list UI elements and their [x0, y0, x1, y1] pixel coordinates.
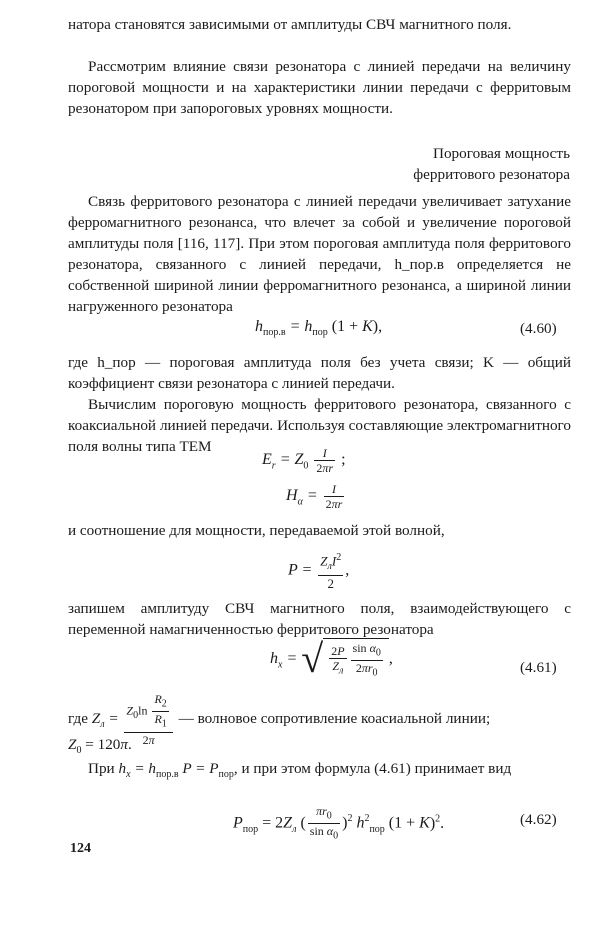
equation-magnetic-field: $H_\alpha$ = $\frac{I}{2\pi r}$ [286, 482, 343, 511]
section-heading-line1: Пороговая мощность [433, 145, 570, 162]
paragraph-substitution: При $h_x = h_{пор.в}$ $P = P_{пор}$, и при этом формула (4.61) принимает вид [88, 760, 512, 781]
equation-4-60: $h_{пор.в} = h_{пор}$ (1 + K), [255, 318, 383, 339]
paragraph-intro: Рассмотрим влияние связи резонатора с линией передачи на величину пороговой мощности и на характеристики линии передачи с ферритовым резонатором при запороговых уровнях мощности. [68, 58, 571, 117]
paragraph-tem: Вычислим пороговую мощность ферритового резонатора, связанного с коаксиальной линией передачи. Используя составляющие электромагнитного поля волны типа ТЕМ [68, 396, 571, 455]
equation-number-4-60: (4.60) [520, 320, 557, 337]
paragraph-where-hpor: где h_пор — пороговая амплитуда поля без учета связи; K — общий коэффициент связи резонатора с линией передачи. [68, 354, 571, 392]
wave-impedance-description: — волновое сопротивление коасиальной линии; [178, 709, 491, 727]
page-number: 124 [70, 841, 91, 856]
equation-electric-field: $E_r = Z_0$ $\frac{I}{2\pi r}$ ; [262, 446, 346, 475]
equation-4-61: $h_x$ = √ $\frac{2P}{Z_л}$ $\frac{\sin \alpha_0}{2\pi r_0}$ , [270, 636, 393, 682]
paragraph-coupling: Связь ферритового резонатора с линией передачи увеличивает затухание ферромагнитного резонанса, что влечет за собой и увеличение пороговой амплитуды поля [116, 117]. При этом пороговая амплитуда поля ферритового резонатора, связанного с линией передачи, h_пор.в определяется не собственной шириной линии ферромагнитного резонанса, а шириной линии нагруженного резонатора [68, 193, 571, 315]
equation-number-4-61: (4.61) [520, 659, 557, 676]
paragraph-power-relation: и соотношение для мощности, передаваемой этой волной, [68, 522, 445, 539]
definition-z0: $Z_0 = 120\pi$. [68, 736, 132, 757]
equation-power: P = $\frac{Z_лI^2}{2}$ , [288, 552, 350, 591]
substitution-description: , и при этом формула (4.61) принимает вид [233, 760, 512, 777]
definition-wave-impedance: где $Z_л$ = $Z_0\ln$ $\frac{R_2}{R_1}$ 2π — волновое сопротивление коасиальной линии; [68, 692, 491, 747]
section-heading-line2: ферритового резонатора [413, 166, 570, 183]
equation-4-62: $P_{пор} = 2Z_л$ ( $\frac{\pi r_0}{\sin \alpha_0}$ )$^2$ $h^2_{пор}$ $(1 + K)^2$. [233, 804, 445, 842]
equation-number-4-62: (4.62) [520, 811, 557, 828]
paragraph-field-amplitude: запишем амплитуду СВЧ магнитного поля, взаимодействующего с переменной намагниченностью ферритового резонатора [68, 600, 571, 638]
section-heading [413, 143, 570, 185]
paragraph-continuation: натора становятся зависимыми от амплитуды СВЧ магнитного поля. [68, 16, 512, 33]
